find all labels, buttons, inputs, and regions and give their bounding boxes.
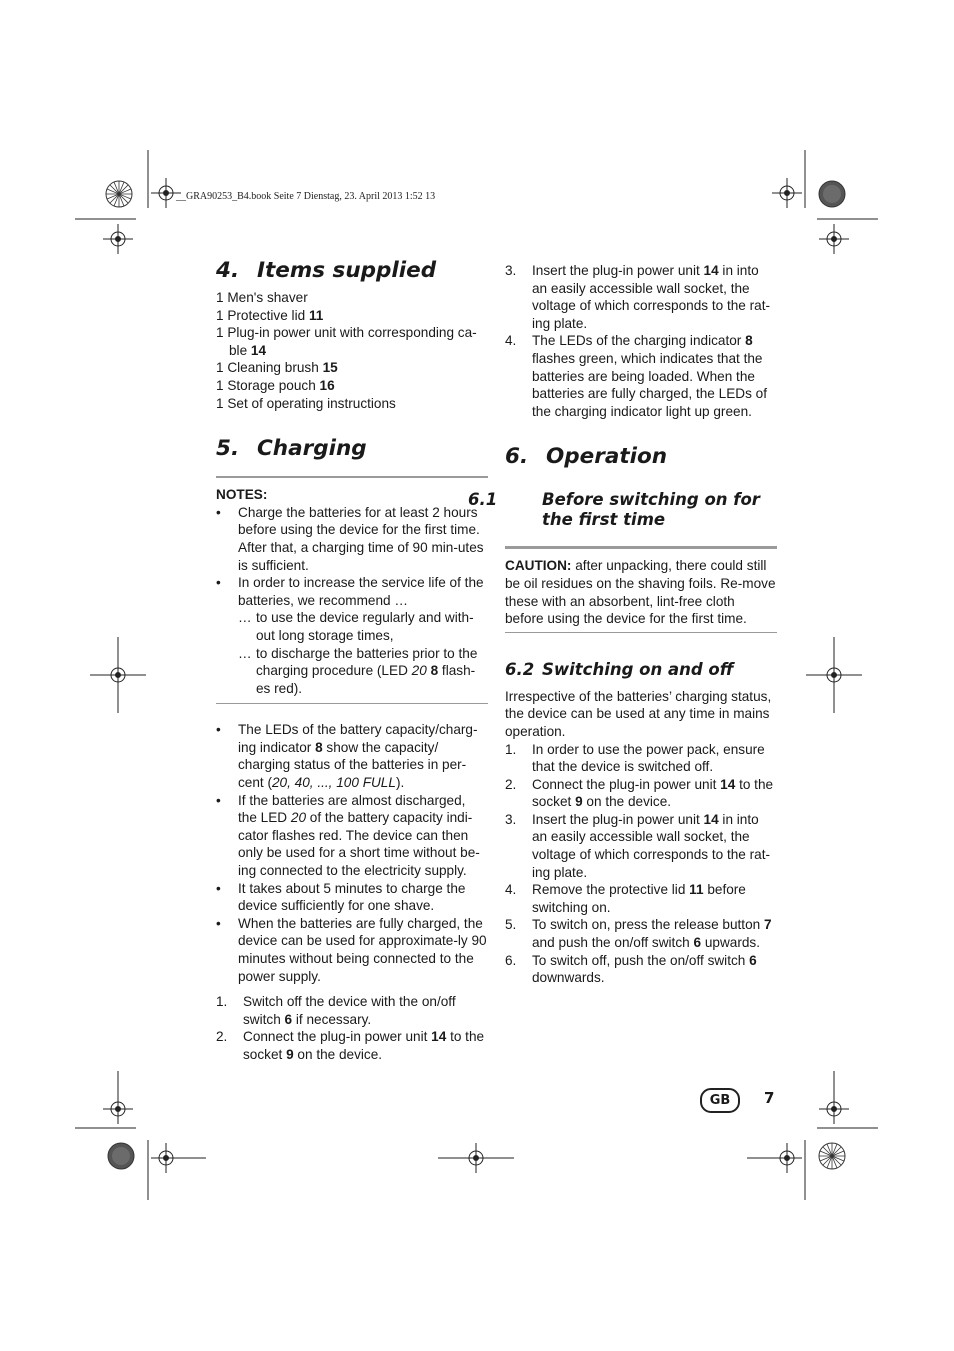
section-items-heading: 4. Items supplied — [216, 258, 437, 283]
operation-steps — [505, 741, 777, 987]
section-operation-heading: 6. Operation — [505, 444, 668, 470]
items-list — [216, 289, 488, 412]
recommend-item: … to discharge the batteries prior to the charging procedure (LED 20 8 flash-es red). — [238, 645, 478, 696]
info-bullets — [216, 721, 488, 985]
charging-step: 3. Insert the plug-in power unit 14 in into an easily accessible wall socket, the voltage of which corresponds to the rat-ing plate. — [505, 263, 771, 331]
info-bullet: • If the batteries are almost discharged, the LED 20 of the battery capacity indi-cator flashes red. The device can then only be used for a short time without be-ing connected to the electricity supply. — [216, 792, 488, 880]
subsection-before-switching-heading: 6.1 Before switching on for the first time — [468, 490, 760, 530]
info-bullet: • It takes about 5 minutes to charge the device sufficiently for one shave. — [216, 880, 488, 915]
info-bullet: • The LEDs of the battery capacity/charg-ing indicator 8 show the capacity/ charging status of the batteries in per-cent (20, 40, ..., 100 FULL). — [216, 721, 488, 791]
language-badge: GB — [700, 1088, 740, 1113]
charging-steps-right — [505, 262, 777, 420]
subsection-switching-heading: 6.2 Switching on and off — [505, 659, 734, 679]
operation-step: 1. In order to use the power pack, ensure that the device is switched off. — [505, 741, 765, 775]
info-bullet: • When the batteries are fully charged, the device can be used for approximate-ly 90 minutes without being connected to the power supply. — [216, 915, 488, 985]
operation-step: 2. Connect the plug-in power unit 14 to the socket 9 on the device. — [505, 776, 774, 810]
operation-intro: Irrespective of the batteries’ charging status, the device can be used at any time in mains operation. — [505, 688, 772, 739]
recommend-item: … to use the device regularly and with-out long storage times, — [238, 610, 474, 643]
notes-label: NOTES: — [216, 487, 268, 503]
charging-steps-left — [216, 993, 488, 1063]
divider — [505, 546, 777, 549]
items-line: 1 Men's shaver — [216, 290, 308, 305]
operation-step: 5. To switch on, press the release button 7 and push the on/off switch 6 upwards. — [505, 917, 772, 951]
caution-text: CAUTION: after unpacking, there could still be oil residues on the shaving foils. Re-move these with an absorbent, lint-free cloth before using the device for the first time. — [505, 558, 776, 627]
items-line: 1 Set of operating instructions — [216, 395, 396, 411]
note-item: • In order to increase the service life of the batteries, we recommend … — [216, 574, 488, 609]
divider — [216, 703, 488, 704]
operation-step: 6. To switch off, push the on/off switch 6 downwards. — [505, 952, 757, 986]
items-line: 1 Cleaning brush 15 — [216, 360, 338, 376]
charging-step: 1. Switch off the device with the on/off switch 6 if necessary. — [216, 994, 456, 1027]
items-line: 1 Plug-in power unit with corresponding ca-ble 14 — [216, 325, 477, 358]
items-line: 1 Storage pouch 16 — [216, 377, 335, 393]
section-charging-heading: 5. Charging — [216, 436, 367, 462]
left-column — [216, 258, 488, 1064]
page-number: 7 — [764, 1089, 775, 1107]
right-column — [468, 262, 777, 987]
operation-step: 3. Insert the plug-in power unit 14 in into an easily accessible wall socket, the voltage of which corresponds to the rat-ing plate. — [505, 811, 771, 880]
charging-step: 2. Connect the plug-in power unit 14 to the socket 9 on the device. — [216, 1029, 485, 1062]
items-line: 1 Protective lid 11 — [216, 307, 324, 323]
note-item: • Charge the batteries for at least 2 hours before using the device for the first time. After that, a charging time of 90 min-utes is sufficient. — [216, 504, 488, 574]
operation-step: 4. Remove the protective lid 11 before switching on. — [505, 882, 746, 915]
divider — [505, 632, 777, 633]
charging-step: 4. The LEDs of the charging indicator 8 flashes green, which indicates that the batteries are being loaded. When the batteries are fully charged, the LEDs of the charging indicator light up green. — [505, 333, 767, 419]
divider — [216, 476, 488, 478]
file-info: __GRA90253_B4.book Seite 7 Dienstag, 23. April 2013 1:52 13 — [176, 191, 436, 202]
